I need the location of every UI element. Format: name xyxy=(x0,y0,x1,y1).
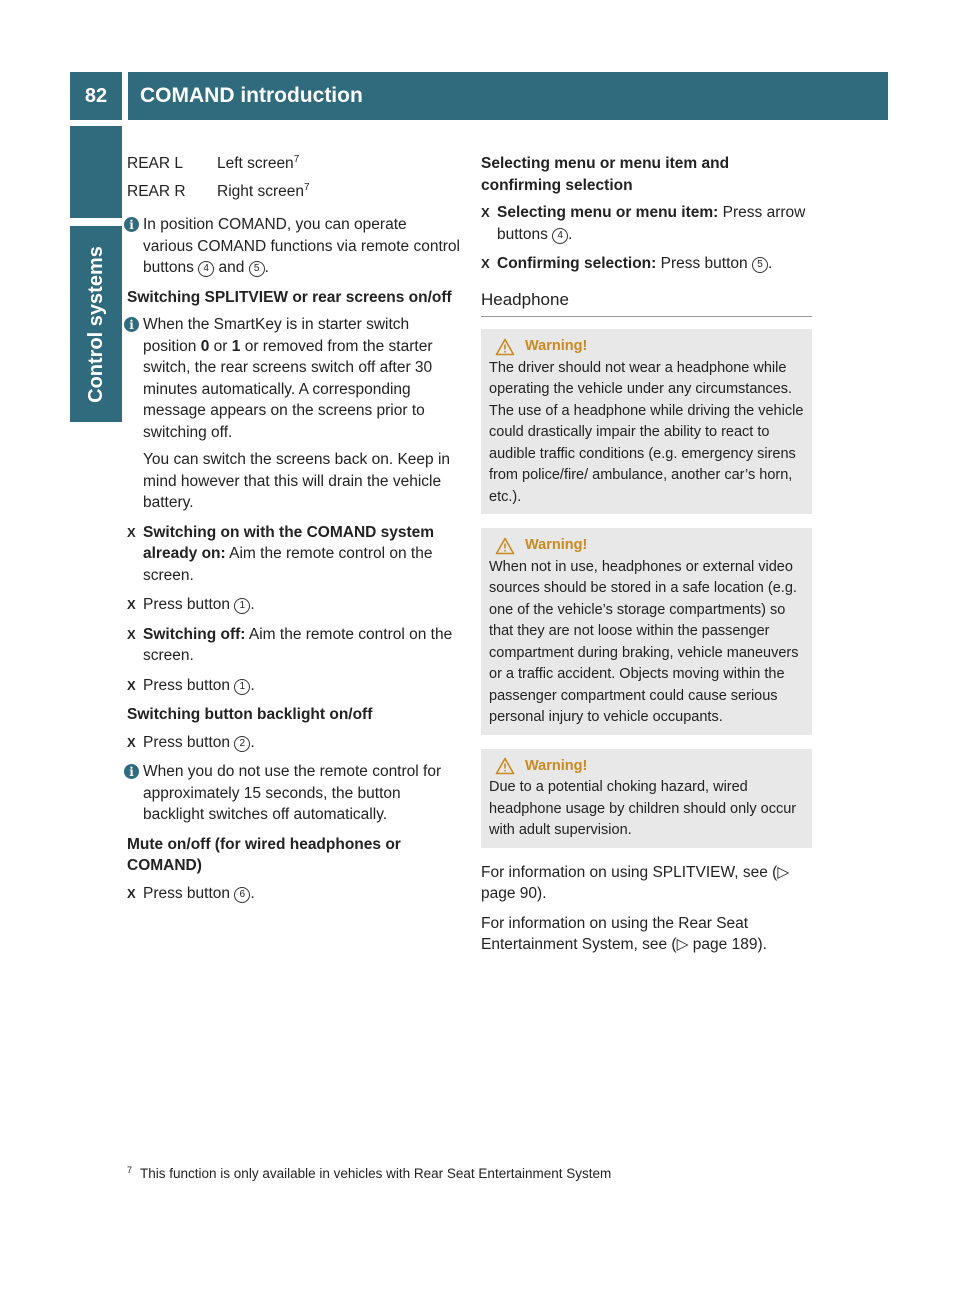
info-note: i When the SmartKey is in starter switch position 0 or 1 or removed from the starter switch, the rear screens switch off after 30 minutes automatically. A corresponding message appears on the screens prior to switching off. You can switch the screens back on. Keep in mind however that this will drain the vehicle battery. xyxy=(127,314,460,514)
page-title: COMAND introduction xyxy=(128,72,888,120)
instruction-step: X Press button 1 . xyxy=(127,594,460,616)
button-number-badge: 1 xyxy=(234,598,250,614)
left-column xyxy=(127,153,460,912)
instruction-step: X Switching off: Aim the remote control on the screen. xyxy=(127,625,453,664)
step-arrow-icon: X xyxy=(127,626,136,642)
definition-row xyxy=(127,153,460,175)
info-note: i When you do not use the remote control for approximately 15 seconds, the button backlight switches off automatically. xyxy=(127,761,460,826)
button-number-badge: 4 xyxy=(552,228,568,244)
page-ref-arrow-icon: ▷ xyxy=(777,863,790,881)
warning-box xyxy=(481,528,812,735)
page-number: 82 xyxy=(70,72,122,120)
warning-triangle-icon xyxy=(495,757,515,775)
right-column xyxy=(481,153,812,964)
footnote xyxy=(127,1166,611,1181)
info-icon: i xyxy=(124,317,139,332)
section-heading: Switching button backlight on/off xyxy=(127,706,373,723)
warning-body: When not in use, headphones or external video sources should be stored in a safe location (e.g. one of the vehicle’s storage compartments) so that they are not loose within the passenger compartment during braking, vehicle maneuvers or a traffic accident. Objects moving within the passenger compartment could cause serious personal injury to vehicle occupants. xyxy=(489,558,799,725)
section-heading: Switching SPLITVIEW or rear screens on/off xyxy=(127,288,452,306)
section-title-headphone: Headphone xyxy=(481,289,812,318)
info-note: i In position COMAND, you can operate various COMAND functions via remote control buttons 4 and 5 . xyxy=(127,214,460,279)
warning-triangle-icon xyxy=(495,338,515,356)
footnote-text: This function is only available in vehicles with Rear Seat Entertainment System xyxy=(140,1166,612,1181)
button-number-badge: 4 xyxy=(198,261,214,277)
instruction-step: X Press button 1 . xyxy=(127,675,460,697)
instruction-step: X Confirming selection: Press button 5 . xyxy=(481,253,812,275)
page-ref-arrow-icon: ▷ xyxy=(676,936,689,953)
warning-title: Warning! xyxy=(525,757,588,774)
side-tab xyxy=(70,226,122,422)
section-heading: Selecting menu or menu item and confirming selection xyxy=(481,155,730,194)
button-number-badge: 5 xyxy=(752,257,768,273)
button-number-badge: 2 xyxy=(234,736,250,752)
info-icon: i xyxy=(124,764,139,779)
step-arrow-icon: X xyxy=(481,205,490,220)
definition-value: Right screen$^7$ xyxy=(217,181,310,200)
definition-row xyxy=(127,181,460,203)
definition-key: REAR R xyxy=(127,182,186,200)
warning-title: Warning! xyxy=(525,338,588,354)
section-heading: Mute on/off (for wired headphones or COMAND) xyxy=(127,835,401,874)
warning-body: The driver should not wear a headphone while operating the vehicle under any circumstances. The use of a headphone while driving the vehicle could drastically impair the ability to react to audible traffic conditions (e.g. emergency sirens from police/fire/ ambulance, another car’s horn, etc.). xyxy=(489,359,804,505)
instruction-step: X Press button 2 . xyxy=(127,732,460,754)
definition-key: REAR L xyxy=(127,155,183,172)
info-icon: i xyxy=(124,217,139,232)
warning-triangle-icon xyxy=(495,537,515,555)
side-tab-label: Control systems xyxy=(84,245,107,403)
definition-value: Left screen$^7$ xyxy=(217,153,300,172)
side-tab-block xyxy=(70,126,122,218)
footnote-number: 7 xyxy=(127,1164,133,1175)
button-number-badge: 5 xyxy=(249,261,265,277)
button-number-badge: 1 xyxy=(234,679,250,695)
warning-title: Warning! xyxy=(525,537,588,553)
step-arrow-icon: X xyxy=(127,597,136,612)
button-number-badge: 6 xyxy=(234,887,250,903)
step-arrow-icon: X xyxy=(481,256,490,271)
instruction-step: X Press button 6 . xyxy=(127,883,460,905)
page-reference-paragraph: For information on using the Rear Seat Entertainment System, see (▷ page 189). xyxy=(481,914,767,953)
instruction-step: X Selecting menu or menu item: Press arrow buttons 4 . xyxy=(481,204,806,243)
step-arrow-icon: X xyxy=(127,677,136,693)
step-arrow-icon: X xyxy=(127,734,136,750)
step-arrow-icon: X xyxy=(127,885,136,901)
step-arrow-icon: X xyxy=(127,524,136,540)
page-reference-paragraph: For information on using SPLITVIEW, see (▷ page 90). xyxy=(481,863,790,902)
warning-body: Due to a potential choking hazard, wired headphone usage by children should only occur with adult supervision. xyxy=(489,779,797,838)
warning-box xyxy=(481,749,812,848)
warning-box xyxy=(481,329,812,514)
instruction-step: X Switching on with the COMAND system already on: Aim the remote control on the screen. xyxy=(127,523,435,584)
